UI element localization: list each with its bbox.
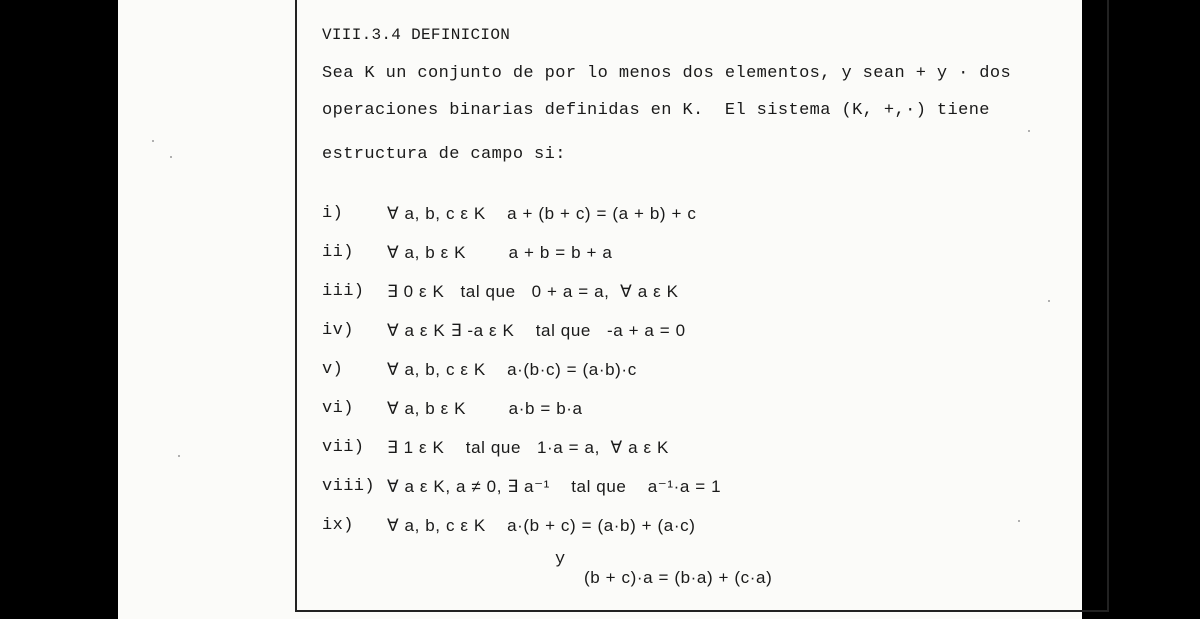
scan-speck — [170, 156, 172, 158]
axiom-expression: ∃ 1 ε K tal que 1·a = a, ∀ a ε K — [387, 438, 669, 457]
axiom-label: iv) — [322, 321, 354, 340]
connector-word: y — [555, 550, 566, 569]
scan-speck — [152, 140, 154, 142]
axiom-expression: ∀ a, b, c ε K a + (b + c) = (a + b) + c — [387, 204, 697, 223]
intro-line-1: Sea K un conjunto de por lo menos dos elementos, y sean + y · dos — [322, 64, 1012, 83]
axiom-label: v) — [322, 360, 344, 379]
definition-heading: VIII.3.4 DEFINICION — [322, 26, 511, 44]
scan-speck — [1028, 130, 1030, 132]
axiom-label: vi) — [322, 399, 354, 418]
definition-box — [295, 0, 1109, 612]
axiom-expression: ∀ a ε K ∃ -a ε K tal que -a + a = 0 — [387, 321, 686, 340]
axiom-label: ii) — [322, 243, 354, 262]
axiom-label: viii) — [322, 477, 376, 496]
scan-speck — [1048, 300, 1050, 302]
axiom-expression: ∀ a ε K, a ≠ 0, ∃ a⁻¹ tal que a⁻¹·a = 1 — [387, 477, 722, 496]
intro-line-2: operaciones binarias definidas en K. El sistema (K, +,·) tiene — [322, 101, 990, 120]
axiom-ix-second-expression: (b + c)·a = (b·a) + (c·a) — [584, 568, 773, 587]
axiom-label: iii) — [322, 282, 365, 301]
scan-speck — [178, 455, 180, 457]
axiom-expression: ∃ 0 ε K tal que 0 + a = a, ∀ a ε K — [387, 282, 679, 301]
intro-line-3: estructura de campo si: — [322, 145, 566, 164]
axiom-expression: ∀ a, b ε K a·b = b·a — [387, 399, 583, 418]
axiom-label: vii) — [322, 438, 365, 457]
axiom-label: ix) — [322, 516, 354, 535]
axiom-label: i) — [322, 204, 344, 223]
axiom-expression: ∀ a, b, c ε K a·(b + c) = (a·b) + (a·c) — [387, 516, 696, 535]
axiom-expression: ∀ a, b ε K a + b = b + a — [387, 243, 613, 262]
scan-speck — [1018, 520, 1020, 522]
scanned-page — [118, 0, 1082, 619]
axiom-expression: ∀ a, b, c ε K a·(b·c) = (a·b)·c — [387, 360, 637, 379]
